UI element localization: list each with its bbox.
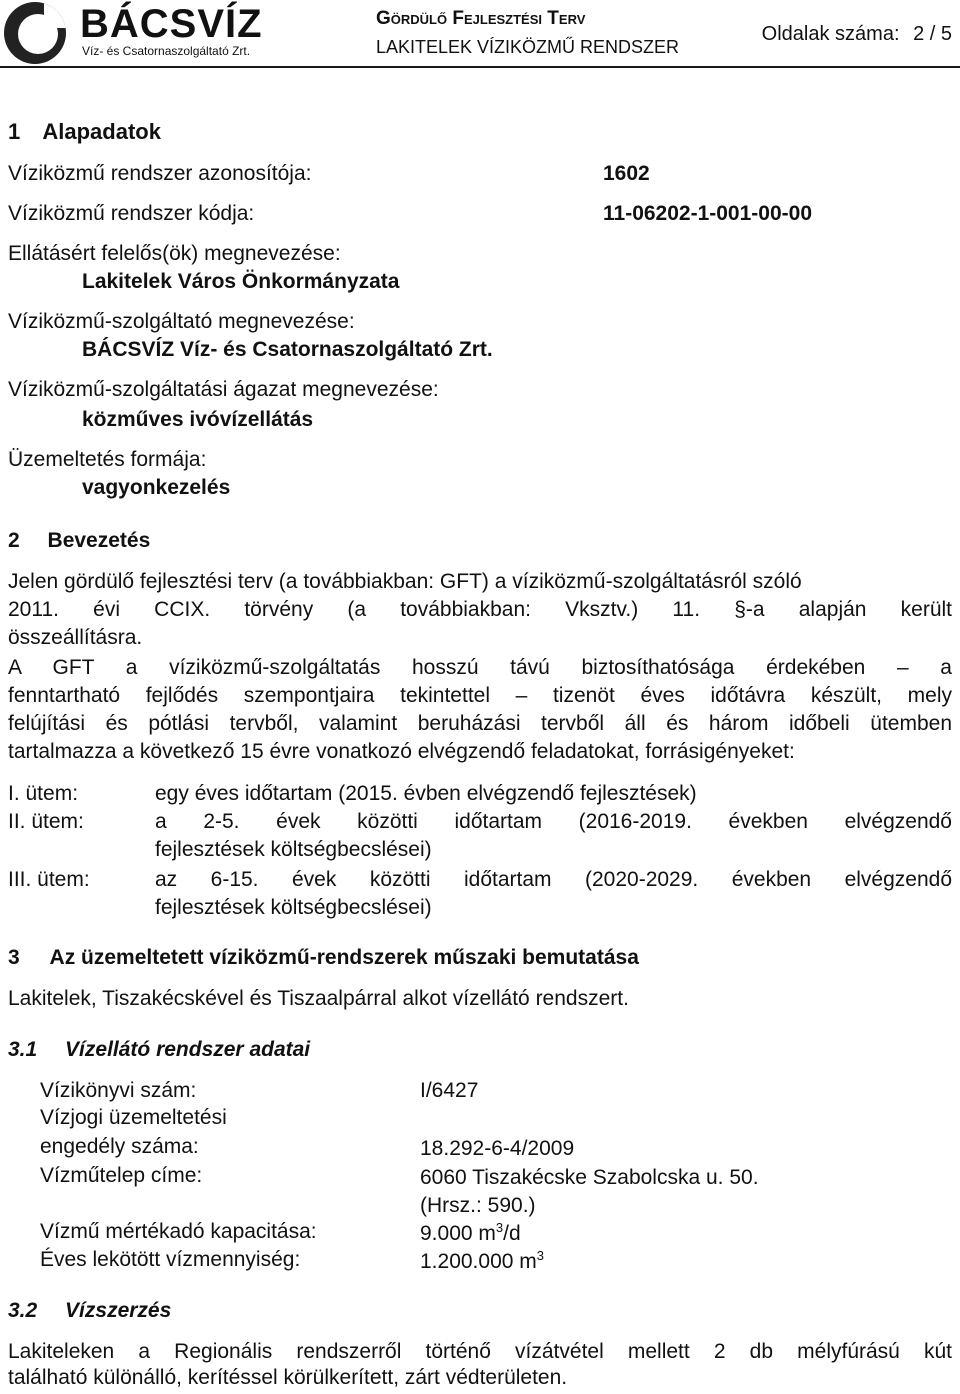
provider-value: BÁCSVÍZ Víz- és Csatornaszolgáltató Zrt.	[82, 338, 493, 361]
section-title: Alapadatok	[42, 119, 161, 144]
provider-label: Víziközmű-szolgáltató megnevezése:	[8, 310, 355, 333]
phase-2-text: a 2-5. évek közötti időtartam (2016-2019. években elvégzendő	[155, 810, 952, 833]
section-title: Az üzemeltetett víziközmű-rendszerek műszaki bemutatása	[49, 946, 639, 969]
bacsviz-logo-icon	[4, 2, 66, 64]
document-title: Gördülő Fejlesztési Terv	[376, 8, 586, 29]
water-source-line: található különálló, kerítéssel körülkerített, zárt védterületen.	[8, 1366, 568, 1389]
water-book-label: Vízikönyvi szám:	[40, 1079, 197, 1102]
section-title: Vízszerzés	[65, 1299, 172, 1322]
capacity-label: Vízmű mértékadó kapacitása:	[40, 1220, 317, 1243]
water-source-line: Lakiteleken a Regionális rendszerről történő vízátvétel mellett 2 db mélyfúrású kút	[8, 1340, 952, 1363]
page-count-value: 2 / 5	[913, 23, 952, 45]
capacity-exponent: 3	[495, 1220, 504, 1235]
section-title: Vízellátó rendszer adatai	[65, 1038, 311, 1061]
permit-value: 18.292-6-4/2009	[420, 1137, 575, 1160]
gft-paragraph-line: felújítási és pótlási tervből, valamint beruházási tervből áll és három időbeli ütemben	[8, 712, 952, 735]
section-2-heading	[8, 527, 150, 555]
responsible-label: Ellátásért felelős(ök) megnevezése:	[8, 242, 341, 265]
plant-address-value: 6060 Tiszakécske Szabolcska u. 50.	[420, 1166, 759, 1189]
capacity-unit: /d	[503, 1222, 521, 1245]
section-number: 3.2	[8, 1299, 38, 1322]
intro-paragraph-line: összeállításra.	[8, 626, 143, 649]
intro-paragraph-line: 2011. évi CCIX. törvény (a továbbiakban: Vksztv.) 11. §-a alapján került	[8, 598, 952, 621]
system-id-value: 1602	[603, 162, 650, 185]
plant-lot-number: (Hrsz.: 590.)	[420, 1194, 536, 1217]
section-3-1-heading	[8, 1036, 310, 1064]
system-code-value: 11-06202-1-001-00-00	[603, 202, 812, 225]
brand-subtitle: Víz- és Csatornaszolgáltató Zrt.	[82, 44, 251, 58]
annual-volume-label: Éves lekötött vízmennyiség:	[40, 1248, 301, 1271]
water-book-value: I/6427	[420, 1079, 479, 1102]
brand-name: BÁCSVÍZ	[80, 2, 263, 46]
section-3-intro: Lakitelek, Tiszakécskével és Tiszaalpárral alkot vízellátó rendszert.	[8, 987, 629, 1010]
annual-volume-number: 1.200.000 m	[420, 1250, 537, 1273]
section-1-heading	[8, 118, 161, 146]
phase-2-text-cont: fejlesztések költségbecslései)	[155, 838, 432, 861]
section-number: 3.1	[8, 1038, 38, 1061]
capacity-value	[420, 1220, 521, 1248]
page-count-label: Oldalak száma:	[761, 23, 900, 45]
gft-paragraph-line: tartalmazza a következő 15 évre vonatkozó elvégzendő feladatokat, forrásigényeket:	[8, 740, 795, 763]
phase-1-text: egy éves időtartam (2015. évben elvégzendő fejlesztések)	[155, 782, 697, 805]
sector-value: közműves ivóvízellátás	[82, 408, 314, 431]
intro-paragraph-line: Jelen gördülő fejlesztési terv (a továbbiakban: GFT) a víziközmű-szolgáltatásról szóló	[8, 570, 802, 593]
phase-3-label: III. ütem:	[8, 868, 90, 891]
section-number: 1	[8, 119, 21, 144]
permit-label: Vízjogi üzemeltetési	[40, 1106, 227, 1129]
plant-address-label: Vízműtelep címe:	[40, 1164, 203, 1187]
gft-paragraph-line: A GFT a víziközmű-szolgáltatás hosszú távú biztosíthatósága érdekében – a	[8, 656, 952, 679]
section-number: 2	[8, 529, 20, 552]
phase-1-label: I. ütem:	[8, 782, 79, 805]
section-3-2-heading	[8, 1297, 171, 1325]
phase-2-label: II. ütem:	[8, 810, 84, 833]
responsible-value: Lakitelek Város Önkormányzata	[82, 270, 400, 293]
document-subtitle: LAKITELEK VÍZIKÖZMŰ RENDSZER	[376, 37, 680, 57]
page-count	[762, 22, 952, 46]
system-id-label: Víziközmű rendszer azonosítója:	[8, 162, 312, 185]
annual-volume-exponent: 3	[536, 1248, 544, 1263]
operation-label: Üzemeltetés formája:	[8, 448, 207, 471]
permit-label-cont: engedély száma:	[40, 1135, 199, 1158]
header-divider	[0, 66, 960, 68]
operation-value: vagyonkezelés	[82, 476, 231, 499]
section-title: Bevezetés	[47, 529, 151, 552]
section-3-heading	[8, 944, 639, 972]
gft-paragraph-line: fenntartható fejlődés szempontjaira tekintettel – tizenöt éves időtávra készült, mely	[8, 684, 952, 707]
section-number: 3	[8, 946, 20, 969]
phase-3-text-cont: fejlesztések költségbecslései)	[155, 896, 432, 919]
capacity-number: 9.000 m	[420, 1222, 496, 1245]
annual-volume-value	[420, 1248, 544, 1276]
sector-label: Víziközmű-szolgáltatási ágazat megnevezése:	[8, 378, 439, 401]
phase-3-text: az 6-15. évek közötti időtartam (2020-2029. években elvégzendő	[155, 868, 952, 891]
system-code-label: Víziközmű rendszer kódja:	[8, 202, 255, 225]
